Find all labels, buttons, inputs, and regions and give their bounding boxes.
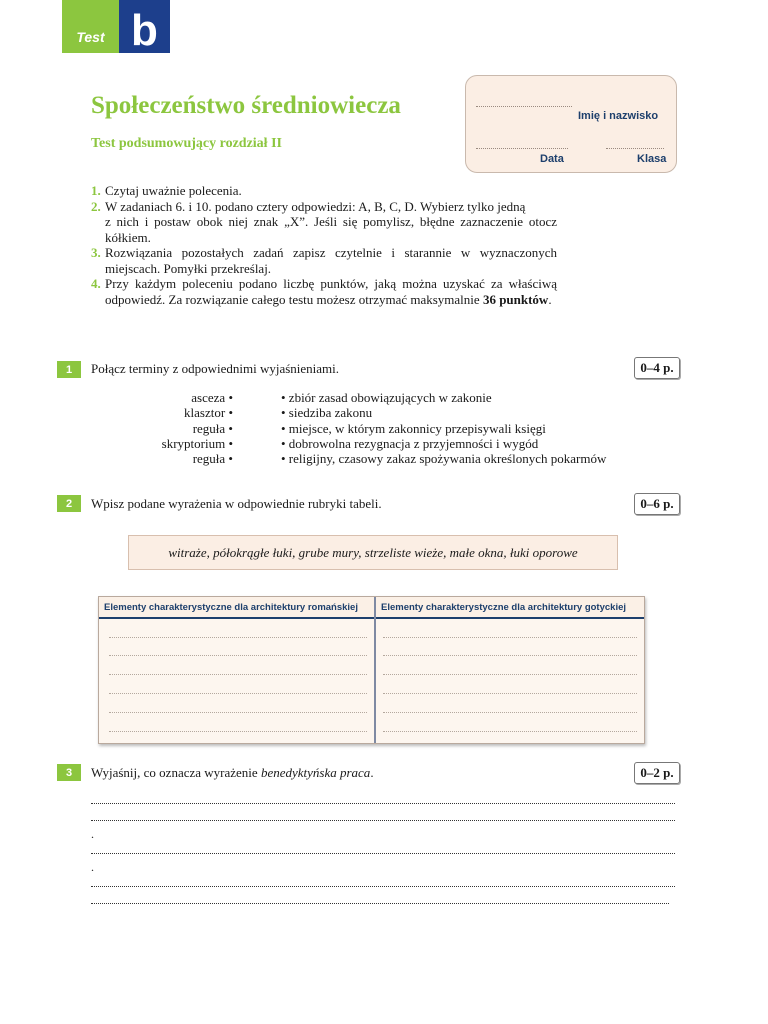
stray-dot: . [91,827,94,841]
term-item[interactable]: klasztor • [184,405,233,421]
table-header-gothic: Elementy charakterystyczne dla architektury gotyckiej [376,597,644,619]
instructions-list [91,183,557,307]
brand-test-label: Test [62,0,119,53]
term-item[interactable]: reguła • [192,451,233,467]
instruction-text: z nich i postaw obok niej znak „X”. Jeśli się pomylisz, błędne zaznaczenie otocz kółkiem. [105,214,557,245]
definition-item[interactable]: • dobrowolna rezygnacja z przyjemności i wygód [281,435,539,451]
task-1-terms [140,390,233,466]
instruction-text: W zadaniach 6. i 10. podano cztery odpowiedzi: A, B, C, D. Wybierz tylko jedną [105,198,526,214]
stray-dot: . [91,860,94,874]
answer-line-gothic[interactable] [383,731,637,732]
instruction-end: . [548,291,552,307]
instruction-item [91,245,557,276]
name-line[interactable] [476,106,572,107]
class-label: Klasa [637,153,667,165]
answer-line-romanesque[interactable] [109,731,367,732]
answer-line-gothic[interactable] [383,693,637,694]
answer-line[interactable] [91,853,675,854]
definition-item[interactable]: • zbiór zasad obowiązujących w zakonie [281,390,492,405]
architecture-table [98,596,645,744]
instruction-text [105,276,557,307]
answer-line-romanesque[interactable] [109,637,367,638]
term-item[interactable]: asceza • [191,390,233,405]
term-item[interactable]: skryptorium • [161,435,233,451]
phrases-box: witraże, półokrągłe łuki, grube mury, strzeliste wieże, małe okna, łuki oporowe [128,535,618,570]
instruction-number: 1. [91,183,101,198]
instruction-item [91,276,557,307]
answer-line-romanesque[interactable] [109,712,367,713]
instruction-text: Rozwiązania pozostałych zadań zapisz czytelnie i starannie w wyznaczonych miejscach. Pomyłki przekreślaj. [105,245,557,276]
instruction-number [91,214,105,245]
name-label: Imię i nazwisko [578,110,659,122]
answer-line-gothic[interactable] [383,674,637,675]
max-points: 36 punktów [482,291,549,307]
table-header-romanesque: Elementy charakterystyczne dla architektury romańskiej [99,597,374,619]
instruction-number: 2. [91,198,101,214]
answer-line-romanesque[interactable] [109,674,367,675]
answer-line-gothic[interactable] [383,655,637,656]
task-1-number: 1 [57,361,81,378]
class-line[interactable] [606,148,664,149]
task-3-text-end: . [370,765,374,780]
task-2-text: Wpisz podane wyrażenia w odpowiednie rubryki tabeli. [91,496,382,511]
page-title: Społeczeństwo średniowiecza [91,92,401,119]
definition-item[interactable]: • miejsce, w którym zakonnicy przepisywali księgi [281,420,546,436]
instruction-text: Czytaj uważnie polecenia. [105,183,242,198]
page-subtitle: Test podsumowujący rozdział II [91,136,282,151]
date-label: Data [540,153,564,165]
task-1-points: 0–4 p. [634,357,680,379]
task-1-definitions [281,390,606,466]
answer-line[interactable] [91,903,669,904]
task-2-number: 2 [57,495,81,512]
brand-logo: b [119,0,170,53]
task-1-text: Połącz terminy z odpowiednimi wyjaśnieniami. [91,361,340,376]
table-column-divider [374,597,376,743]
answer-line-romanesque[interactable] [109,693,367,694]
answer-line-romanesque[interactable] [109,655,367,656]
instruction-number: 4. [91,276,101,291]
answer-line-gothic[interactable] [383,712,637,713]
task-3-points: 0–2 p. [634,762,680,784]
answer-line-gothic[interactable] [383,637,637,638]
answer-line[interactable] [91,820,675,821]
instruction-number: 3. [91,245,101,260]
task-3-number: 3 [57,764,81,781]
instruction-item [91,214,557,245]
task-3-text [91,765,374,781]
answer-line[interactable] [91,886,675,887]
definition-item[interactable]: • siedziba zakonu [281,405,373,421]
definition-item[interactable]: • religijny, czasowy zakaz spożywania określonych pokarmów [281,451,607,467]
instruction-item [91,199,557,215]
task-3-text-main: Wyjaśnij, co oznacza wyrażenie [91,765,258,780]
instruction-item [91,183,557,199]
task-2-points: 0–6 p. [634,493,680,515]
date-line[interactable] [476,148,568,149]
task-3-term: benedyktyńska praca [260,765,371,780]
student-info-box [465,75,677,173]
instruction-text-main: Przy każdym poleceniu podano liczbę punktów, jaką można uzyskać za właściwą odpowiedź. Za rozwiązanie całego testu możesz otrzymać maksymalnie [105,276,557,307]
term-item[interactable]: reguła • [192,420,233,436]
answer-line[interactable] [91,803,675,804]
